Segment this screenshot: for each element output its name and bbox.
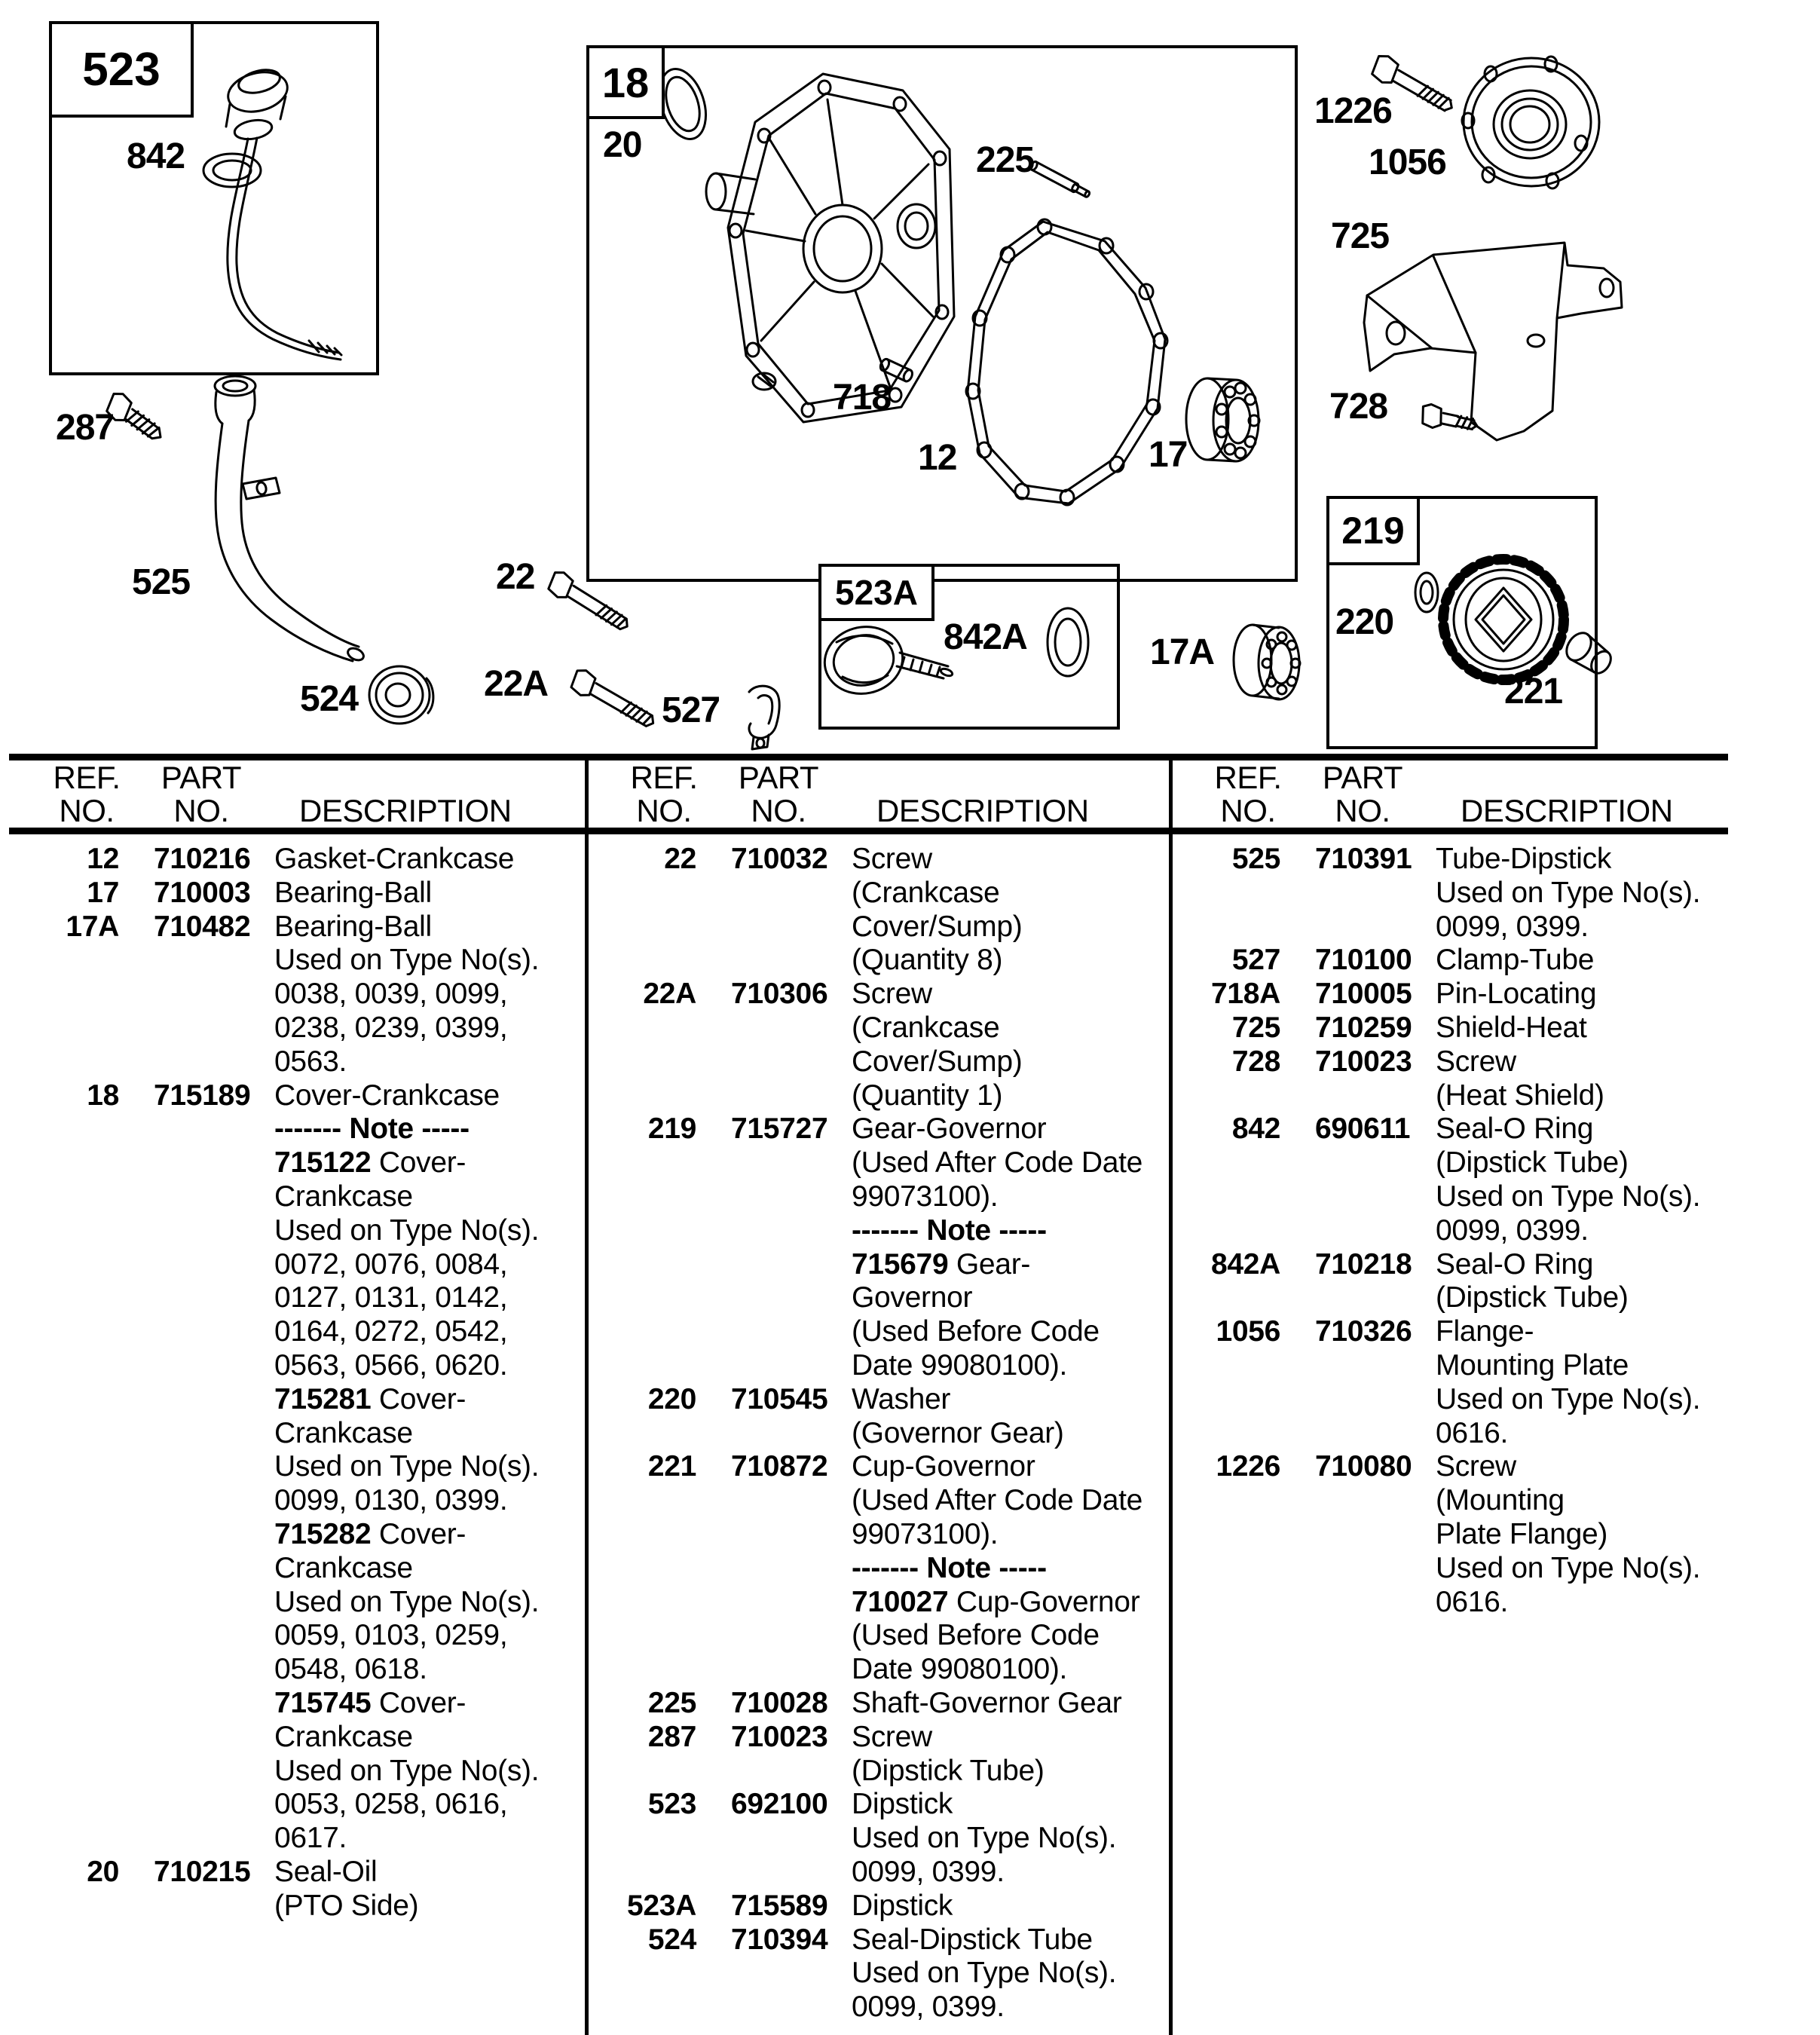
cell-desc: (Used Before Code bbox=[852, 1315, 1100, 1348]
cell-part-715189: 715189 bbox=[154, 1079, 251, 1112]
cell-desc: Used on Type No(s). bbox=[274, 1755, 540, 1787]
cell-part-710215: 710215 bbox=[154, 1856, 251, 1888]
callout-220: 220 bbox=[1335, 602, 1394, 642]
cell-part-710023: 710023 bbox=[731, 1721, 828, 1753]
governor-gear-219-drawing bbox=[1443, 559, 1564, 680]
cell-ref-523: 523 bbox=[647, 1788, 696, 1820]
cell-ref-842: 842 bbox=[1231, 1112, 1280, 1145]
cell-part-710872: 710872 bbox=[731, 1450, 828, 1483]
cell-desc: Screw bbox=[852, 1721, 932, 1753]
cell-desc: Seal-Dipstick Tube bbox=[852, 1923, 1093, 1956]
cell-note: ------- Note ----- bbox=[852, 1214, 1047, 1247]
cell-desc: Date 99080100). bbox=[852, 1349, 1068, 1382]
table-header-col1: NO. bbox=[173, 793, 229, 828]
table-header-col2: PART bbox=[738, 760, 819, 795]
cell-desc: 0072, 0076, 0084, bbox=[274, 1248, 508, 1281]
table-column-divider-2 bbox=[1169, 754, 1173, 2035]
cell-desc: Cover/Sump) bbox=[852, 1045, 1023, 1078]
callout-524: 524 bbox=[300, 679, 359, 719]
callout-725: 725 bbox=[1331, 216, 1390, 256]
cell-desc: 0617. bbox=[274, 1822, 347, 1854]
seal-524-drawing bbox=[369, 666, 433, 724]
cell-ref-842A: 842A bbox=[1210, 1248, 1280, 1281]
cell-part-710003: 710003 bbox=[154, 877, 251, 909]
table-header-col1: PART bbox=[161, 760, 242, 795]
callout-527: 527 bbox=[662, 690, 720, 730]
cell-desc: 715745 Cover- bbox=[274, 1687, 466, 1719]
inline-part-number: 715745 bbox=[274, 1687, 372, 1719]
gasket-12-drawing bbox=[966, 219, 1167, 505]
callout-20: 20 bbox=[603, 125, 642, 165]
cell-desc: Seal-Oil bbox=[274, 1856, 378, 1888]
table-header-col3: NO. bbox=[1335, 793, 1390, 828]
cell-desc: 99073100). bbox=[852, 1180, 999, 1213]
cell-ref-1056: 1056 bbox=[1216, 1315, 1280, 1348]
cell-ref-287: 287 bbox=[647, 1721, 696, 1753]
callout-525: 525 bbox=[132, 562, 191, 602]
table-header-col3: PART bbox=[1322, 760, 1403, 795]
inline-part-number: 715281 bbox=[274, 1383, 372, 1415]
inline-part-number: 715679 bbox=[852, 1248, 949, 1281]
cell-desc: 0099, 0399. bbox=[852, 1856, 1005, 1888]
cell-desc: Used on Type No(s). bbox=[1436, 1552, 1701, 1584]
cell-ref-1226: 1226 bbox=[1216, 1450, 1280, 1483]
table-header-col2: NO. bbox=[751, 793, 806, 828]
cell-desc: 0038, 0039, 0099, bbox=[274, 978, 508, 1010]
cell-desc: 715282 Cover- bbox=[274, 1518, 466, 1550]
crankcase-cover-18-drawing bbox=[706, 74, 954, 422]
cell-ref-22: 22 bbox=[664, 843, 696, 875]
cell-ref-22A: 22A bbox=[643, 978, 696, 1010]
boxed-label-18: 18 bbox=[586, 45, 665, 119]
table-header-col2: DESCRIPTION bbox=[876, 793, 1089, 828]
o-ring-842-drawing bbox=[203, 154, 261, 187]
inline-part-number: 710027 bbox=[852, 1586, 949, 1618]
cell-desc: Flange- bbox=[1436, 1315, 1534, 1348]
table-header-col2: REF. bbox=[630, 760, 698, 795]
callout-842: 842 bbox=[127, 136, 185, 176]
cell-desc: 0053, 0258, 0616, bbox=[274, 1788, 508, 1820]
callout-22: 22 bbox=[496, 557, 535, 597]
cell-desc: Shaft-Governor Gear bbox=[852, 1687, 1122, 1719]
cell-part-710306: 710306 bbox=[731, 978, 828, 1010]
cell-desc: Governor bbox=[852, 1281, 973, 1314]
cell-part-692100: 692100 bbox=[731, 1788, 828, 1820]
pin-225-drawing bbox=[1029, 161, 1091, 199]
cell-desc: Crankcase bbox=[274, 1552, 413, 1584]
cell-desc: Used on Type No(s). bbox=[274, 944, 540, 976]
callout-842A: 842A bbox=[944, 617, 1027, 657]
cell-desc: 0099, 0399. bbox=[1436, 910, 1589, 943]
cell-part-710032: 710032 bbox=[731, 843, 828, 875]
mounting-plate-flange-1056-drawing bbox=[1462, 57, 1599, 188]
o-ring-842a-drawing bbox=[1048, 608, 1088, 676]
cell-desc: Cover-Crankcase bbox=[274, 1079, 500, 1112]
screw-728-drawing bbox=[1419, 402, 1479, 436]
cell-desc: Used on Type No(s). bbox=[274, 1586, 540, 1618]
cell-desc: (Quantity 8) bbox=[852, 944, 1003, 976]
washer-220-drawing bbox=[1415, 573, 1438, 612]
cell-desc: Screw bbox=[1436, 1045, 1516, 1078]
callout-17: 17 bbox=[1149, 435, 1188, 475]
cell-ref-17: 17 bbox=[87, 877, 119, 909]
cell-desc: Pin-Locating bbox=[1436, 978, 1597, 1010]
cell-desc: (Dipstick Tube) bbox=[852, 1755, 1045, 1787]
callout-17A: 17A bbox=[1150, 632, 1215, 672]
cell-desc: Mounting Plate bbox=[1436, 1349, 1629, 1382]
cell-desc: Date 99080100). bbox=[852, 1653, 1068, 1685]
callout-221: 221 bbox=[1504, 672, 1563, 711]
cell-desc: Used on Type No(s). bbox=[852, 1822, 1117, 1854]
cell-desc: (Heat Shield) bbox=[1436, 1079, 1604, 1112]
cell-desc: 0099, 0399. bbox=[852, 1991, 1005, 2023]
cell-ref-524: 524 bbox=[647, 1923, 696, 1956]
callout-22A: 22A bbox=[484, 664, 549, 704]
cell-desc: 0616. bbox=[1436, 1586, 1509, 1618]
callout-12: 12 bbox=[918, 438, 957, 478]
cell-part-710391: 710391 bbox=[1315, 843, 1412, 875]
cell-note: ------- Note ----- bbox=[852, 1552, 1047, 1584]
cell-part-710028: 710028 bbox=[731, 1687, 828, 1719]
callout-1056: 1056 bbox=[1369, 142, 1446, 182]
cup-221-drawing bbox=[1562, 629, 1617, 680]
cell-desc: 0548, 0618. bbox=[274, 1653, 427, 1685]
cell-ref-718A: 718A bbox=[1210, 978, 1280, 1010]
cell-desc: Cup-Governor bbox=[852, 1450, 1035, 1483]
cell-desc: Used on Type No(s). bbox=[852, 1957, 1117, 1989]
table-header-col1: NO. bbox=[59, 793, 115, 828]
cell-ref-17A: 17A bbox=[66, 910, 119, 943]
cell-desc: 0059, 0103, 0259, bbox=[274, 1619, 508, 1651]
cell-ref-523A: 523A bbox=[626, 1890, 696, 1922]
dipstick-cap-523a-drawing bbox=[818, 620, 953, 701]
tube-525-drawing bbox=[215, 376, 366, 663]
screw-22a-drawing bbox=[567, 667, 659, 734]
cell-desc: (Used After Code Date bbox=[852, 1146, 1143, 1179]
cell-desc: (Crankcase bbox=[852, 1011, 1000, 1044]
cell-desc: Used on Type No(s). bbox=[1436, 1383, 1701, 1415]
table-header-col3: NO. bbox=[1220, 793, 1276, 828]
cell-desc: Shield-Heat bbox=[1436, 1011, 1587, 1044]
cell-desc: 0164, 0272, 0542, bbox=[274, 1315, 508, 1348]
exploded-view-diagram bbox=[0, 0, 1820, 754]
cell-desc: Screw bbox=[852, 978, 932, 1010]
cell-ref-525: 525 bbox=[1231, 843, 1280, 875]
cell-desc: Tube-Dipstick bbox=[1436, 843, 1612, 875]
table-header-col1: REF. bbox=[53, 760, 121, 795]
cell-desc: Used on Type No(s). bbox=[274, 1214, 540, 1247]
cell-part-710482: 710482 bbox=[154, 910, 251, 943]
cell-note: ------- Note ----- bbox=[274, 1112, 470, 1145]
cell-desc: 0099, 0399. bbox=[1436, 1214, 1589, 1247]
clamp-527-drawing bbox=[749, 686, 779, 749]
cell-desc: Cover/Sump) bbox=[852, 910, 1023, 943]
boxed-label-523a: 523A bbox=[818, 564, 934, 621]
table-header-col2: NO. bbox=[636, 793, 692, 828]
cell-ref-725: 725 bbox=[1231, 1011, 1280, 1044]
cell-ref-225: 225 bbox=[647, 1687, 696, 1719]
screw-22-drawing bbox=[545, 568, 634, 636]
cell-desc: 715281 Cover- bbox=[274, 1383, 466, 1415]
cell-part-710100: 710100 bbox=[1315, 944, 1412, 976]
cell-desc: Washer bbox=[852, 1383, 951, 1415]
cell-part-710545: 710545 bbox=[731, 1383, 828, 1415]
cell-desc: (Used After Code Date bbox=[852, 1484, 1143, 1516]
cell-ref-18: 18 bbox=[87, 1079, 119, 1112]
cell-desc: Gasket-Crankcase bbox=[274, 843, 515, 875]
inline-part-number: 715122 bbox=[274, 1146, 372, 1179]
cell-desc: 0238, 0239, 0399, bbox=[274, 1011, 508, 1044]
cell-part-710023: 710023 bbox=[1315, 1045, 1412, 1078]
cell-ref-728: 728 bbox=[1231, 1045, 1280, 1078]
cell-desc: (Crankcase bbox=[852, 877, 1000, 909]
cell-desc: Clamp-Tube bbox=[1436, 944, 1595, 976]
cell-ref-220: 220 bbox=[647, 1383, 696, 1415]
cell-desc: 0616. bbox=[1436, 1417, 1509, 1449]
cell-part-710218: 710218 bbox=[1315, 1248, 1412, 1281]
bearing-17-drawing bbox=[1186, 378, 1259, 461]
cell-desc: Dipstick bbox=[852, 1788, 953, 1820]
cell-desc: 0099, 0130, 0399. bbox=[274, 1484, 508, 1516]
boxed-label-219: 219 bbox=[1326, 496, 1420, 565]
table-header-col3: REF. bbox=[1214, 760, 1282, 795]
cell-desc: (Dipstick Tube) bbox=[1436, 1281, 1629, 1314]
cell-desc: Bearing-Ball bbox=[274, 910, 432, 943]
bearing-17a-drawing bbox=[1234, 625, 1300, 699]
cell-desc: Used on Type No(s). bbox=[274, 1450, 540, 1483]
cell-part-710080: 710080 bbox=[1315, 1450, 1412, 1483]
cell-part-710259: 710259 bbox=[1315, 1011, 1412, 1044]
cell-desc: Seal-O Ring bbox=[1436, 1248, 1594, 1281]
cell-desc: Crankcase bbox=[274, 1721, 413, 1753]
cell-desc: (Dipstick Tube) bbox=[1436, 1146, 1629, 1179]
table-column-divider-1 bbox=[585, 754, 589, 2035]
callout-1226: 1226 bbox=[1314, 91, 1392, 131]
cell-desc: 710027 Cup-Governor bbox=[852, 1586, 1140, 1618]
cell-desc: Plate Flange) bbox=[1436, 1518, 1608, 1550]
cell-desc: 715679 Gear- bbox=[852, 1248, 1031, 1281]
cell-desc: 99073100). bbox=[852, 1518, 999, 1550]
cell-desc: (PTO Side) bbox=[274, 1890, 419, 1922]
callout-287: 287 bbox=[56, 408, 115, 448]
cell-desc: Gear-Governor bbox=[852, 1112, 1047, 1145]
cell-desc: Screw bbox=[852, 843, 932, 875]
cell-ref-527: 527 bbox=[1231, 944, 1280, 976]
callout-225: 225 bbox=[976, 140, 1035, 180]
cell-ref-20: 20 bbox=[87, 1856, 119, 1888]
inline-part-number: 715282 bbox=[274, 1518, 372, 1550]
cell-part-710216: 710216 bbox=[154, 843, 251, 875]
cell-desc: (Mounting bbox=[1436, 1484, 1565, 1516]
cell-ref-12: 12 bbox=[87, 843, 119, 875]
cell-desc: Bearing-Ball bbox=[274, 877, 432, 909]
cell-part-710394: 710394 bbox=[731, 1923, 828, 1956]
cell-desc: (Quantity 1) bbox=[852, 1079, 1003, 1112]
table-header-col3: DESCRIPTION bbox=[1461, 793, 1673, 828]
cell-desc: 715122 Cover- bbox=[274, 1146, 466, 1179]
dipstick-523-drawing bbox=[224, 66, 341, 360]
cell-ref-221: 221 bbox=[647, 1450, 696, 1483]
cell-desc: (Governor Gear) bbox=[852, 1417, 1064, 1449]
cell-desc: 0127, 0131, 0142, bbox=[274, 1281, 508, 1314]
cell-desc: Used on Type No(s). bbox=[1436, 877, 1701, 909]
cell-desc: 0563, 0566, 0620. bbox=[274, 1349, 508, 1382]
cell-part-715727: 715727 bbox=[731, 1112, 828, 1145]
cell-desc: Crankcase bbox=[274, 1417, 413, 1449]
cell-desc: Used on Type No(s). bbox=[1436, 1180, 1701, 1213]
cell-part-690611: 690611 bbox=[1315, 1112, 1411, 1145]
callout-718: 718 bbox=[833, 378, 892, 418]
cell-desc: Crankcase bbox=[274, 1180, 413, 1213]
cell-ref-219: 219 bbox=[647, 1112, 696, 1145]
cell-desc: Dipstick bbox=[852, 1890, 953, 1922]
table-top-rule bbox=[9, 754, 1728, 760]
heat-shield-725-drawing bbox=[1364, 243, 1622, 440]
cell-desc: (Used Before Code bbox=[852, 1619, 1100, 1651]
cell-desc: Seal-O Ring bbox=[1436, 1112, 1594, 1145]
cell-desc: 0563. bbox=[274, 1045, 347, 1078]
cell-part-710326: 710326 bbox=[1315, 1315, 1412, 1348]
cell-desc: Screw bbox=[1436, 1450, 1516, 1483]
cell-part-710005: 710005 bbox=[1315, 978, 1412, 1010]
callout-728: 728 bbox=[1329, 387, 1388, 427]
boxed-label-523: 523 bbox=[49, 21, 194, 118]
cell-part-715589: 715589 bbox=[731, 1890, 828, 1922]
table-header-col1: DESCRIPTION bbox=[299, 793, 512, 828]
